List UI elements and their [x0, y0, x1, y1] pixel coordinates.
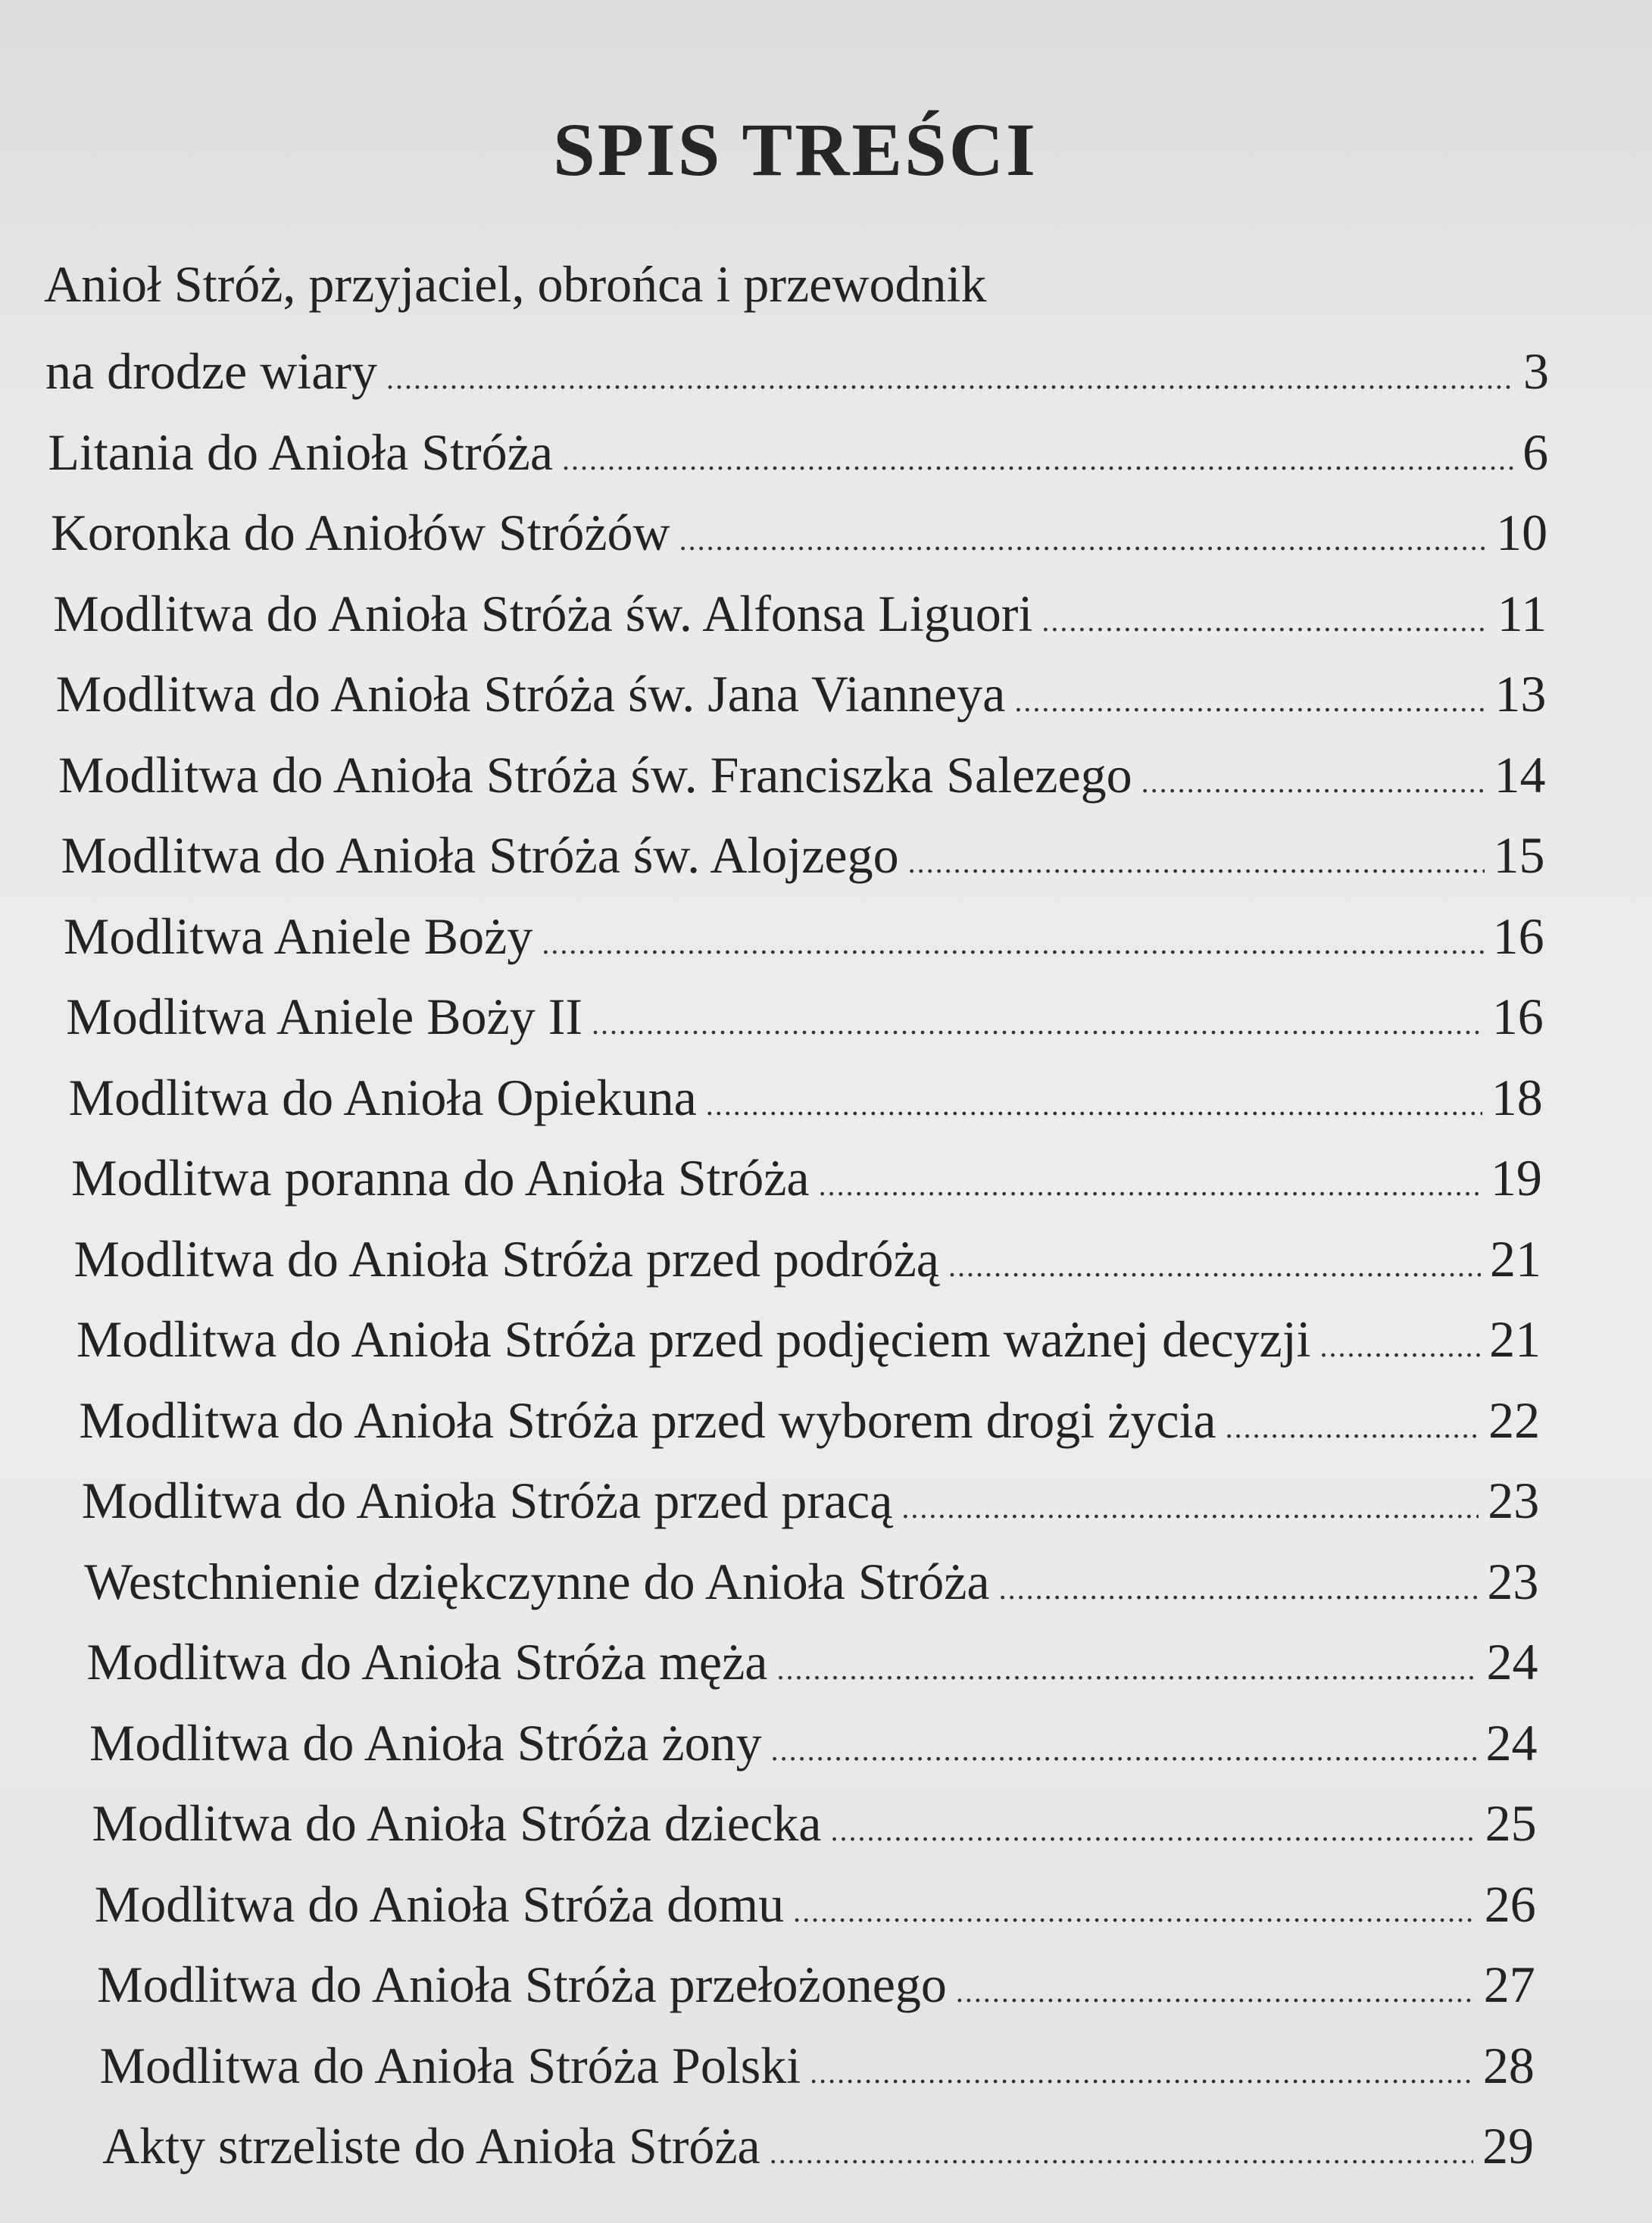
- toc-entry-page: 11: [1497, 584, 1547, 642]
- dot-leader: [386, 348, 1514, 409]
- toc-entry[interactable]: [69, 1067, 1543, 1135]
- toc-entry[interactable]: [95, 1874, 1536, 1942]
- toc-entry-page: 6: [1522, 423, 1549, 481]
- toc-entry-title: Koronka do Aniołów Stróżów: [50, 504, 670, 561]
- toc-entry-page: 27: [1483, 1956, 1535, 2013]
- toc-entry-title: Modlitwa Aniele Boży II: [66, 988, 583, 1045]
- dot-leader: [956, 1962, 1475, 2022]
- toc-entry[interactable]: [66, 986, 1543, 1054]
- toc-entry-title: Modlitwa do Anioła Stróża przed podjęciem ważnej decyzji: [76, 1310, 1311, 1368]
- toc-entry[interactable]: [53, 583, 1547, 651]
- toc-entry-title: Modlitwa poranna do Anioła Stróża: [71, 1149, 810, 1207]
- toc-entry-page: 10: [1496, 504, 1548, 561]
- toc-entry-title: Akty strzeliste do Anioła Stróża: [102, 2117, 760, 2175]
- dot-leader: [706, 1075, 1482, 1135]
- dot-leader: [948, 1236, 1481, 1297]
- dot-leader: [830, 1800, 1476, 1861]
- toc-entry-page: 22: [1488, 1391, 1541, 1449]
- toc-entry-title: Modlitwa do Anioła Stróża przełożonego: [97, 1956, 947, 2013]
- toc-entry-title: Modlitwa do Anioła Stróża przed podróżą: [73, 1229, 939, 1288]
- dot-leader: [793, 1881, 1476, 1942]
- dot-leader: [592, 994, 1483, 1054]
- dot-leader: [1319, 1316, 1480, 1377]
- toc-entry[interactable]: [64, 906, 1544, 974]
- dot-leader: [679, 510, 1488, 570]
- toc-entry-title: Modlitwa do Anioła Opiekuna: [68, 1068, 697, 1126]
- toc-entry[interactable]: [51, 502, 1547, 570]
- toc-entry-title: Modlitwa do Anioła Stróża św. Jana Vianneya: [55, 665, 1006, 723]
- toc-entry-title: Modlitwa do Anioła Stróża św. Franciszka Salezego: [58, 745, 1132, 804]
- dot-leader: [776, 1639, 1477, 1700]
- toc-entry-page: 19: [1490, 1149, 1542, 1207]
- toc-entry-first-line: Anioł Stróż, przyjaciel, obrońca i przewodnik: [44, 255, 987, 313]
- toc-entry-page: 16: [1491, 988, 1544, 1045]
- page-title: SPIS TREŚCI: [553, 108, 1038, 192]
- toc-entry-page: 21: [1489, 1310, 1541, 1368]
- toc-entry-page: 23: [1488, 1472, 1540, 1529]
- toc-entry-page: 14: [1494, 745, 1546, 804]
- dot-leader: [1014, 671, 1485, 732]
- toc-entry-page: 16: [1492, 907, 1544, 965]
- toc-entry-title: Modlitwa do Anioła Stróża męża: [86, 1633, 768, 1691]
- dot-leader: [999, 1559, 1479, 1619]
- toc-entry[interactable]: [97, 1954, 1535, 2022]
- toc-entry[interactable]: [79, 1390, 1540, 1458]
- dot-leader: [771, 1720, 1477, 1781]
- dot-leader: [1141, 752, 1485, 813]
- dot-leader: [908, 832, 1485, 893]
- toc-entry-page: 15: [1493, 826, 1545, 884]
- toc-entry-title: Modlitwa do Anioła Stróża domu: [94, 1875, 785, 1933]
- toc-entry-title: Westchnienie dziękczynne do Anioła Stróża: [84, 1552, 990, 1610]
- toc-entry-page: 21: [1490, 1229, 1541, 1288]
- toc-entry-title: na drodze wiary: [45, 342, 378, 400]
- toc-entry[interactable]: [61, 825, 1544, 893]
- dot-leader: [770, 2123, 1473, 2184]
- dot-leader: [1226, 1397, 1480, 1458]
- toc-entry-page: 29: [1482, 2117, 1534, 2175]
- toc-entry[interactable]: [48, 422, 1548, 490]
- toc-entry-page: 25: [1485, 1794, 1537, 1852]
- toc-entry-page: 23: [1487, 1552, 1539, 1610]
- dot-leader: [819, 1155, 1482, 1216]
- dot-leader: [542, 913, 1483, 974]
- toc-entry[interactable]: [74, 1229, 1542, 1297]
- toc-entry[interactable]: [100, 2035, 1535, 2103]
- toc-entry-title: Modlitwa do Anioła Stróża św. Alojzego: [61, 826, 899, 884]
- toc-entry[interactable]: [45, 341, 1549, 409]
- toc-entry-page: 26: [1484, 1875, 1536, 1933]
- toc-entry[interactable]: [82, 1470, 1540, 1538]
- toc-entry-page: 3: [1523, 342, 1549, 400]
- toc-entry-title: Modlitwa Aniele Boży: [63, 907, 533, 965]
- toc-entry[interactable]: [89, 1713, 1538, 1781]
- toc-entry-page: 18: [1491, 1068, 1543, 1126]
- toc-entry-title: Modlitwa do Anioła Stróża św. Alfonsa Liguori: [53, 584, 1033, 642]
- toc-entry-title: Litania do Anioła Stróża: [48, 423, 554, 481]
- toc-entry[interactable]: [84, 1551, 1538, 1619]
- toc-entry-page: 24: [1486, 1633, 1538, 1691]
- toc-entry-page: 28: [1482, 2036, 1535, 2094]
- toc-entry-title: Modlitwa do Anioła Stróża dziecka: [92, 1794, 822, 1852]
- toc-entry[interactable]: [71, 1147, 1542, 1216]
- toc-entry-title: Modlitwa do Anioła Stróża przed pracą: [81, 1472, 893, 1529]
- toc-entry[interactable]: [92, 1793, 1536, 1861]
- toc-entry[interactable]: [77, 1309, 1541, 1377]
- dot-leader: [562, 429, 1513, 490]
- toc-entry[interactable]: [56, 663, 1547, 732]
- toc-entry-page: 24: [1485, 1713, 1538, 1772]
- dot-leader: [1041, 591, 1488, 651]
- toc-entry[interactable]: [58, 745, 1545, 813]
- toc-entry[interactable]: [87, 1631, 1538, 1700]
- dot-leader: [901, 1478, 1479, 1538]
- toc-entry-title: Modlitwa do Anioła Stróża żony: [89, 1713, 762, 1772]
- toc-entry-title: Modlitwa do Anioła Stróża Polski: [99, 2036, 801, 2094]
- dot-leader: [810, 2043, 1474, 2103]
- toc-entry-page: 13: [1494, 665, 1547, 723]
- toc-entry[interactable]: [102, 2115, 1534, 2184]
- toc-entry-title: Modlitwa do Anioła Stróża przed wyborem drogi życia: [79, 1391, 1216, 1449]
